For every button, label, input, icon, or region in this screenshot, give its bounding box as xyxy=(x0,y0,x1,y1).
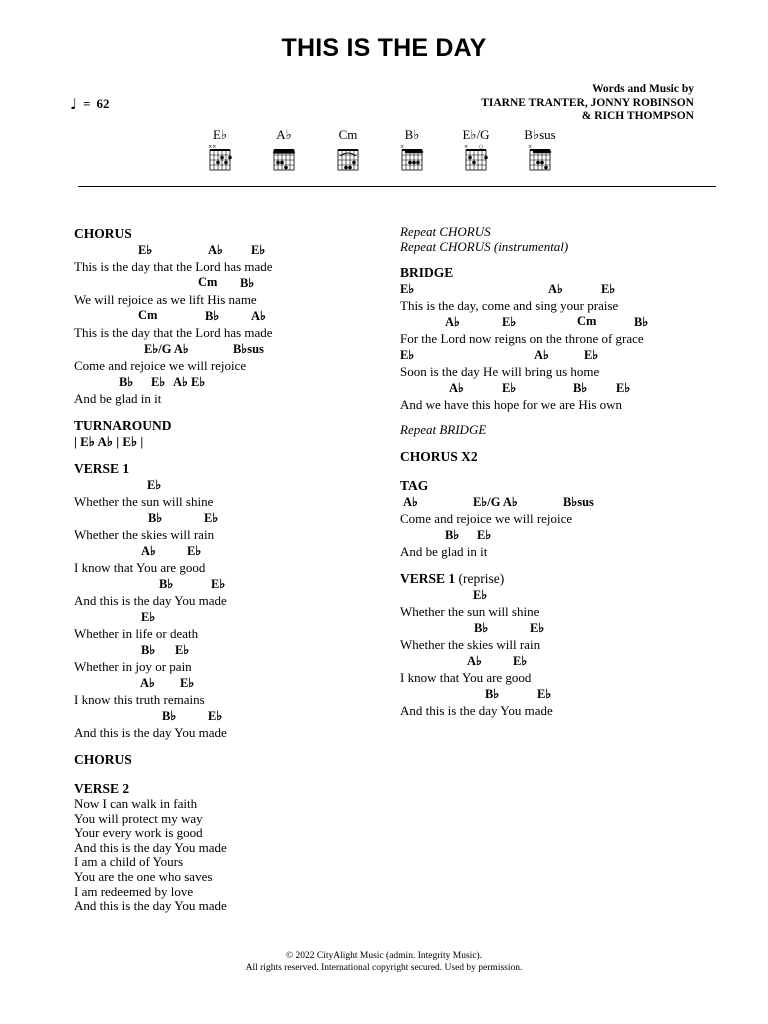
chord-label: E♭ xyxy=(208,709,223,723)
lyric-line: Now I can walk in faith xyxy=(74,796,198,811)
credits-line: & RICH THOMPSON xyxy=(581,110,694,122)
chord-label: E♭ xyxy=(502,315,517,329)
credits xyxy=(481,83,694,124)
chord-diagram-name: B♭sus xyxy=(524,127,556,142)
chord-label: E♭ xyxy=(400,348,415,362)
chord-label: A♭ xyxy=(445,315,460,329)
chord-label: A♭ xyxy=(403,494,418,509)
tempo-bpm: 62 xyxy=(96,96,110,111)
section-chorus-x2 xyxy=(400,448,720,465)
chord-diagram-name: E♭ xyxy=(212,127,228,142)
chord-label: A♭ xyxy=(534,348,549,362)
chord-label: E♭ xyxy=(513,653,528,668)
chord-label: E♭ xyxy=(204,511,219,525)
lyric-line: We will rejoice as we lift His name xyxy=(74,292,257,307)
lyric-line: And this is the day You made xyxy=(74,898,227,914)
lyric-line: Whether the skies will rain xyxy=(74,527,215,542)
chord-diagram xyxy=(456,128,496,173)
lyric-line: And be glad in it xyxy=(74,391,162,406)
chord-label: E♭ xyxy=(138,243,153,257)
credits-line: Words and Music by xyxy=(592,83,694,95)
section-heading: TAG xyxy=(400,477,429,493)
section-heading: CHORUS X2 xyxy=(400,448,478,464)
chord-label: B♭ xyxy=(141,643,156,657)
chord-label: A♭ E♭ xyxy=(173,375,206,389)
chord-label: E♭ xyxy=(211,577,226,591)
chord-label: E♭ xyxy=(187,544,202,558)
chord-label: Cm xyxy=(577,314,597,328)
chord-grid-icon xyxy=(527,143,553,173)
lyric-line: This is the day that the Lord has made xyxy=(74,259,273,274)
chord-label: B♭ xyxy=(573,381,588,395)
section-tag xyxy=(400,477,720,560)
section-heading: CHORUS xyxy=(74,226,132,241)
chord-label: Cm xyxy=(138,308,158,322)
chord-label: B♭ xyxy=(240,276,255,290)
lyric-line: Your every work is good xyxy=(74,825,203,841)
chord-label: A♭ xyxy=(449,381,464,395)
chord-grid-icon xyxy=(335,143,361,173)
section-bridge xyxy=(400,264,720,413)
chord-lyric-line xyxy=(400,620,720,653)
chord-label: E♭ xyxy=(601,282,616,296)
chord-label: E♭/G A♭ xyxy=(473,494,518,509)
chord-label: E♭ xyxy=(147,478,162,492)
lyric-line: And this is the day You made xyxy=(74,593,227,608)
svg-text:×: × xyxy=(400,144,405,150)
chord-grid-icon xyxy=(207,143,233,173)
chord-lyric-line xyxy=(400,587,720,620)
chord-label: E♭ xyxy=(616,381,631,395)
chord-label: B♭ xyxy=(162,709,177,723)
chord-label: B♭ xyxy=(634,315,649,329)
lyric-line: I am a child of Yours xyxy=(74,854,184,870)
left-column xyxy=(74,225,374,924)
chord-lyric-line xyxy=(74,675,374,708)
lyric-line: This is the day, come and sing your praise xyxy=(400,298,619,313)
chord-lyric-line xyxy=(400,380,720,413)
tempo-marking xyxy=(70,95,110,113)
repeat-note: Repeat BRIDGE xyxy=(400,422,487,437)
right-column xyxy=(400,225,720,729)
chord-diagram xyxy=(264,128,304,173)
lyric-line: Whether in joy or pain xyxy=(74,659,192,674)
chord-label: B♭ xyxy=(119,375,134,389)
chord-label: A♭ xyxy=(141,544,156,558)
lyric-line: And we have this hope for we are His own xyxy=(400,397,623,412)
section-verse-2 xyxy=(74,780,374,914)
chord-grid-icon xyxy=(271,143,297,173)
section-heading xyxy=(400,570,720,587)
lyric-line: And this is the day You made xyxy=(74,725,227,740)
chord-label: E♭ xyxy=(251,243,266,257)
lyric-line: You are the one who saves xyxy=(74,868,213,884)
chord-label: E♭ xyxy=(151,375,166,389)
chord-lyric-line xyxy=(74,477,374,510)
repeat-note: Repeat CHORUS (instrumental) xyxy=(400,238,569,254)
lyric-line: You will protect my way xyxy=(74,810,203,826)
chord-label: E♭ xyxy=(141,610,156,624)
chord-label: A♭ xyxy=(208,243,223,257)
svg-text:×: × xyxy=(464,144,469,150)
chord-diagram xyxy=(520,128,560,173)
lyric-line: For the Lord now reigns on the throne of grace xyxy=(400,331,644,346)
chord-lyric-line xyxy=(74,242,374,275)
chord-label: B♭ xyxy=(445,527,460,542)
chord-diagram-name: B♭ xyxy=(404,127,420,142)
chord-diagram xyxy=(392,128,432,173)
copyright-line: © 2022 CityAlight Music (admin. Integrity Music). xyxy=(285,951,483,961)
chord-lyric-line xyxy=(400,527,720,560)
svg-text:××: ×× xyxy=(208,144,217,150)
lyric-line: I am redeemed by love xyxy=(74,883,194,899)
lyric-line: I know that You are good xyxy=(74,560,206,575)
section-heading: VERSE 2 xyxy=(74,781,130,796)
lyric-line: And be glad in it xyxy=(400,543,488,559)
chord-lyric-line xyxy=(74,708,374,741)
section-heading-sub: (reprise) xyxy=(458,570,505,586)
chord-label: A♭ xyxy=(467,653,482,668)
chord-label: E♭ xyxy=(537,686,552,701)
chord-diagram-name: E♭/G xyxy=(462,127,490,142)
chord-lyric-line xyxy=(400,686,720,719)
chord-diagram-name: A♭ xyxy=(276,127,292,142)
lyric-line: Whether the sun will shine xyxy=(74,494,214,509)
lyric-line: And this is the day You made xyxy=(400,702,553,718)
chord-label: E♭ xyxy=(400,282,415,296)
lyric-line: This is the day that the Lord has made xyxy=(74,325,273,340)
tempo-equals: = xyxy=(83,96,91,111)
chord-label: E♭ xyxy=(477,527,492,542)
chord-label: E♭ xyxy=(473,587,488,602)
chord-diagram-name: Cm xyxy=(338,127,358,142)
chord-lyric-line xyxy=(74,308,374,341)
quarter-note-icon: ♩ xyxy=(70,95,78,113)
chord-lyric-line xyxy=(400,281,720,314)
section-verse-1 xyxy=(74,460,374,741)
copyright-line: All rights reserved. International copyright secured. Used by permission. xyxy=(245,962,523,973)
lyric-line: Whether in life or death xyxy=(74,626,199,641)
chord-label: A♭ xyxy=(251,309,266,323)
chord-label: B♭ xyxy=(159,577,174,591)
chord-lyric-line xyxy=(74,275,374,308)
copyright-footer xyxy=(0,951,768,974)
header-divider xyxy=(78,186,716,187)
lyric-line: I know that You are good xyxy=(400,669,532,685)
section-heading: VERSE 1 xyxy=(74,461,130,476)
svg-text:×: × xyxy=(528,144,533,150)
chord-grid-icon xyxy=(463,143,489,173)
lyric-line: I know this truth remains xyxy=(74,692,205,707)
chord-diagram xyxy=(200,128,240,173)
chord-label: A♭ xyxy=(140,676,155,690)
chord-lyric-line xyxy=(74,642,374,675)
section-chorus-repeat xyxy=(74,751,374,768)
chord-label: B♭ xyxy=(485,686,500,701)
turnaround-bars: | E♭ A♭ | E♭ | xyxy=(74,434,144,449)
chord-lyric-line xyxy=(74,576,374,609)
chord-label: E♭ xyxy=(175,643,190,657)
chord-diagram xyxy=(328,128,368,173)
chord-lyric-line xyxy=(400,653,720,686)
chord-lyric-line xyxy=(400,314,720,347)
chord-lyric-line xyxy=(400,494,720,527)
section-chorus xyxy=(74,225,374,407)
chord-label: Cm xyxy=(198,275,218,289)
chord-label: E♭ xyxy=(584,348,599,362)
chord-lyric-line xyxy=(400,347,720,380)
chord-label: B♭sus xyxy=(563,494,594,509)
section-repeat-chorus xyxy=(400,225,720,254)
lyric-line: Soon is the day He will bring us home xyxy=(400,364,600,379)
chord-label: E♭ xyxy=(502,381,517,395)
chord-label: B♭ xyxy=(148,511,163,525)
chord-lyric-line xyxy=(74,374,374,407)
chord-diagram-row xyxy=(200,128,570,178)
lyric-line: Come and rejoice we will rejoice xyxy=(400,510,573,526)
lyric-line: Come and rejoice we will rejoice xyxy=(74,358,247,373)
section-heading: TURNAROUND xyxy=(74,418,172,433)
section-heading: BRIDGE xyxy=(400,265,454,280)
repeat-note: Repeat CHORUS xyxy=(400,224,491,239)
chord-lyric-line xyxy=(74,510,374,543)
chord-lyric-line xyxy=(74,609,374,642)
section-repeat-bridge xyxy=(400,423,720,438)
section-turnaround xyxy=(74,417,374,450)
section-verse-1-reprise xyxy=(400,570,720,719)
chord-lyric-line xyxy=(74,543,374,576)
chord-label: A♭ xyxy=(548,282,563,296)
chord-label: B♭ xyxy=(205,309,220,323)
song-title: THIS IS THE DAY xyxy=(281,34,487,62)
chord-label: E♭/G A♭ xyxy=(144,342,189,356)
chord-grid-icon xyxy=(399,143,425,173)
chord-label: E♭ xyxy=(180,676,195,690)
section-heading: CHORUS xyxy=(74,752,132,767)
svg-text:○: ○ xyxy=(479,144,484,150)
lyric-line: And this is the day You made xyxy=(74,839,227,855)
section-heading-label: VERSE 1 xyxy=(400,570,456,586)
chord-lyric-line xyxy=(74,341,374,374)
lyric-line: Whether the skies will rain xyxy=(400,636,541,652)
lyric-line: Whether the sun will shine xyxy=(400,603,540,619)
chord-label: B♭ xyxy=(474,620,489,635)
chord-label: B♭sus xyxy=(233,342,264,356)
credits-line: TIARNE TRANTER, JONNY ROBINSON xyxy=(481,96,694,109)
chord-label: E♭ xyxy=(530,620,545,635)
